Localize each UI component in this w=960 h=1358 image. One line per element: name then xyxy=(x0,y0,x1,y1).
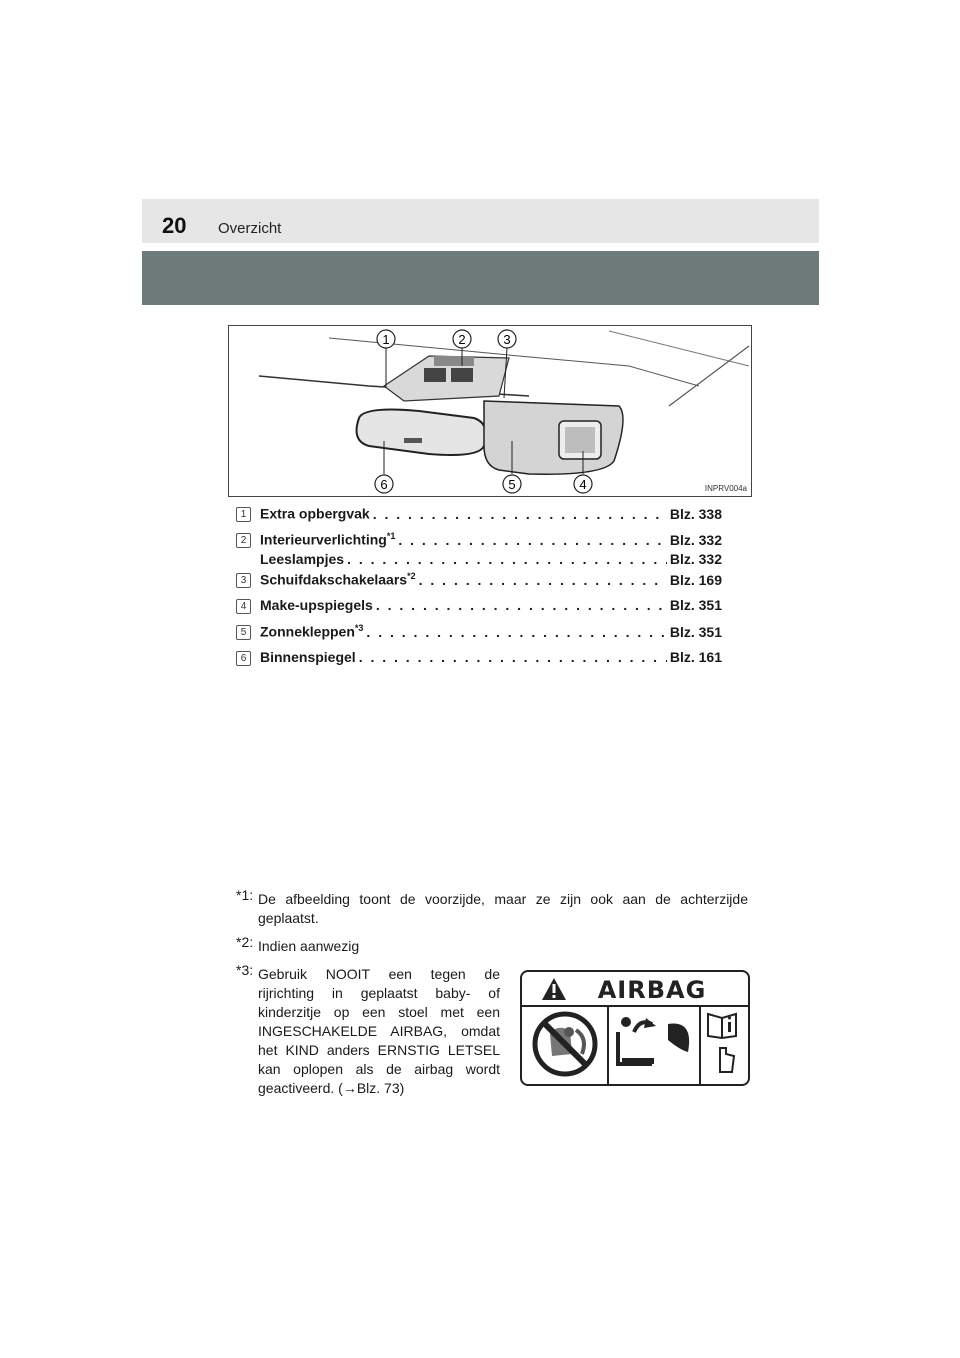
item-page-ref[interactable]: Blz. 338 xyxy=(669,505,722,522)
item-page-ref[interactable]: Blz. 351 xyxy=(669,623,722,640)
component-list xyxy=(236,505,722,675)
item-label: Zonnekleppen$^{*3}$ xyxy=(260,623,364,640)
svg-text:1: 1 xyxy=(382,332,390,347)
footnote-mark: *3: xyxy=(236,962,254,978)
svg-text:5: 5 xyxy=(508,477,516,492)
footnote-1 xyxy=(236,887,748,928)
airbag-title: AIRBAG xyxy=(597,976,707,1004)
footnote-text: Gebruik NOOIT een tegen de rijrichting in geplaatst baby- of kinderzitje op een stoel met een INGESCHAKELDE AIRBAG, omdat het KIND anders ERNSTIG LETSEL kan oplopen als de airbag wordt geactiveerd. (→Blz. 73) xyxy=(258,966,500,1096)
svg-text:2: 2 xyxy=(458,332,466,347)
overhead-illustration xyxy=(229,326,751,496)
item-label: Interieurverlichting$^{*1}$ xyxy=(260,531,396,548)
list-item xyxy=(236,649,722,675)
item-label: Leeslampjes xyxy=(260,551,345,567)
item-number: 4 xyxy=(236,599,251,614)
item-page-ref[interactable]: Blz. 351 xyxy=(669,597,722,613)
read-manual-icon xyxy=(708,1014,736,1072)
item-label: Binnenspiegel xyxy=(260,649,356,665)
leader-dots xyxy=(398,532,667,548)
svg-text:3: 3 xyxy=(503,332,511,347)
list-item xyxy=(236,505,722,531)
callout-4 xyxy=(574,475,592,493)
item-page-ref[interactable]: Blz. 332 xyxy=(669,531,722,548)
callout-5 xyxy=(503,475,521,493)
item-label: Extra opbergvak xyxy=(260,505,370,522)
section-title: Overzicht xyxy=(218,220,282,237)
item-number: 2 xyxy=(236,533,251,548)
item-page-ref[interactable]: Blz. 332 xyxy=(669,551,722,567)
callout-2 xyxy=(453,330,471,348)
callout-3 xyxy=(498,330,516,348)
airbag-label-graphic xyxy=(522,972,748,1084)
leader-dots xyxy=(419,572,667,588)
leader-dots xyxy=(366,624,666,640)
leader-dots xyxy=(376,597,667,613)
overhead-interior-figure xyxy=(228,325,752,497)
list-item xyxy=(236,571,722,597)
callout-1 xyxy=(377,330,395,348)
item-number: 3 xyxy=(236,573,251,588)
svg-text:6: 6 xyxy=(380,477,388,492)
list-item xyxy=(236,623,722,649)
leader-dots xyxy=(373,506,667,522)
item-label: Schuifdakschakelaars$^{*2}$ xyxy=(260,571,416,588)
figure-id: INPRV004a xyxy=(704,484,747,493)
section-band xyxy=(142,251,819,305)
airbag-warning-label xyxy=(520,970,750,1086)
item-number: 5 xyxy=(236,625,251,640)
footnote-text: Indien aanwezig xyxy=(258,938,360,954)
item-label: Make-upspiegels xyxy=(260,597,373,613)
seat-airbag-deploy-icon xyxy=(618,1017,689,1064)
item-page-ref[interactable]: Blz. 161 xyxy=(669,649,722,665)
leader-dots xyxy=(347,551,667,567)
item-number: 6 xyxy=(236,651,251,666)
warning-triangle-icon xyxy=(542,978,566,1000)
footnote-text: De afbeelding toont de voorzijde, maar ze zijn ook aan de achterzijde geplaatst. xyxy=(258,891,748,926)
list-item xyxy=(236,597,722,623)
item-number: 1 xyxy=(236,507,251,522)
callout-6 xyxy=(375,475,393,493)
page-number: 20 xyxy=(162,213,187,238)
footnote-mark: *2: xyxy=(236,934,254,950)
svg-text:4: 4 xyxy=(579,477,587,492)
item-page-ref[interactable]: Blz. 169 xyxy=(669,571,722,588)
footnote-mark: *1: xyxy=(236,887,254,903)
list-item xyxy=(236,551,722,571)
no-rear-facing-child-seat-icon xyxy=(535,1014,595,1074)
leader-dots xyxy=(359,649,667,665)
footnote-2 xyxy=(236,934,748,956)
